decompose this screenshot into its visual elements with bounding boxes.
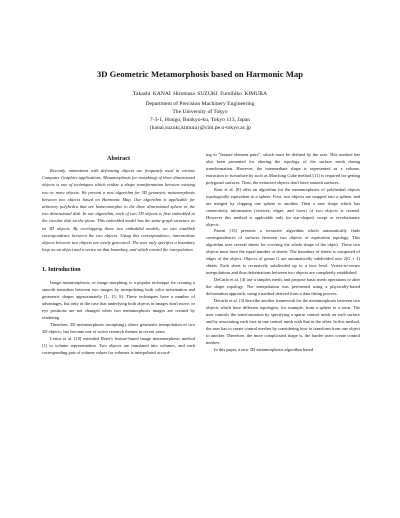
left-column (42, 153, 195, 356)
abstract-heading: Abstract (106, 155, 131, 162)
intro-paragraph: Image metamorphosis, or image morphing, is a popular technique for creating a smooth transition between two images by interpolating both color information and geometric shapes approximately [1, 15, 9]. These techniques have a number of advantages, but only in the case that underlying both objects in images don't move, or eye positions are not changed when two metamorphosis images are created by rendering. (42, 280, 195, 321)
right-column (206, 152, 360, 354)
intro-paragraph: Lerios et al. [10] extended Beier's feature-based image metamorphosis method [1] to volume representation. Two objects are translated into volumes, and each corresponding pair of volume values for volumes is interpolated accord- (42, 336, 195, 356)
body-paragraph: Kent et al. [8] offer an algorithm for the metamorphosis of polyhedral objects topologically equivalent to a sphere. First, two objects are mapped into a sphere, and are merged by clipping one sphere to another. Then a new shape which has connectivity information (vertices, edges, and faces) of two objects is created. However this method is applicable only for star-shaped, swept or revolutionary objects. (206, 186, 360, 227)
body-paragraph: ing to "feature element pairs", which must be defined by the user. This method has also been presented for altering the topology of the surface mesh during transformation. However, the intermediate shape is represented as a volume, extraction to isosurface by such as Marching Cube method [11] is required for getting polygonal surfaces. Then, the extracted objects don't have smooth surfaces. (206, 152, 360, 185)
affiliation-line: Department of Precision Machinery Engineering (145, 101, 255, 107)
body-paragraph: In this paper, a new 3D metamorphosis algorithm based (214, 346, 314, 352)
affiliation-email: {kanai,suzuki,kimura}@cim.pe.u-tokyo.ac.jp (149, 125, 251, 131)
intro-paragraph: Therefore, 3D metamorphosis (morphing), direct geometric interpolation of two 3D objects, has become one of active research themes in recent years. (42, 322, 195, 335)
author-list: Takashi KANAI Hiromasa SUZUKI Fumihiko KIMURA (132, 91, 268, 97)
abstract-text: Recently, animations with deforming objects are frequently used in various Computer Graphics applications. Metamorphosis (or morphing) of three dimensional objects is one of techniques which realize a shape transformation between existing two or more objects. We present a new algorithm for 3D geometric metamorphosis between two objects based on Harmonic Map. Our algorithm is applicable for arbitrary polyhedra that are homeomorphic to the three dimensional sphere or the two dimensional disk. In our algorithm, each of two 3D objects is first embedded to the circular disk on the plane. This embedded model has the same graph structure as its 3D objects. By overlapping those two embedded models, we can establish correspondence between the two objects. Using this correspondence, intermediate objects between two objects are easily generated. The user only specifies a boundary loop on an object and a vertex on that boundary, and which control the interpolation. (42, 168, 195, 253)
body-paragraph: Parent [13] presents a recursive algorithm which automatically finds correspondences of surfaces between two objects of equivalent topology. This algorithm uses several sheets for covering the whole shape of the object. Those two objects must have the equal number of sheets. The boundary of sheets is composed of edges of the object. Objects of genus G are automatically subdivided into 2(G + 1) sheets. Each sheet is recursively subdivided up to a face level. Vertex-to-vertex interpolations and thus deformations between two objects are completely established. (206, 228, 360, 276)
section-heading-introduction: 1. Introduction (42, 267, 81, 274)
affiliation-line: The University of Tokyo (172, 109, 228, 115)
paper-title: 3D Geometric Metamorphosis based on Harmonic Map (96, 69, 304, 79)
body-paragraph: Decarlo et al. [3] describe another framework for the metamorphosis between two objects which have different topologies, for example, from a sphere to a torus. The user controls the transformation by specifying a sparse control mesh on each surface and by associating each face in one control mesh with that in the other. In this method, the user has to create control meshes by considering how to transform from one object to another. Therefore, the more complicated shape is, the harder users create control meshes. (206, 298, 360, 345)
body-paragraph: DeCarlo et al. [4] use a simplex mesh, and propose basic mesh operations to alter the shape topology. The interpolation was performed using a physically-based deformation approach, using a method derived from a data fitting process. (206, 277, 360, 297)
affiliation-line: 7-3-1, Hongo, Bunkyo-ku, Tokyo 113, Japan (149, 117, 251, 123)
